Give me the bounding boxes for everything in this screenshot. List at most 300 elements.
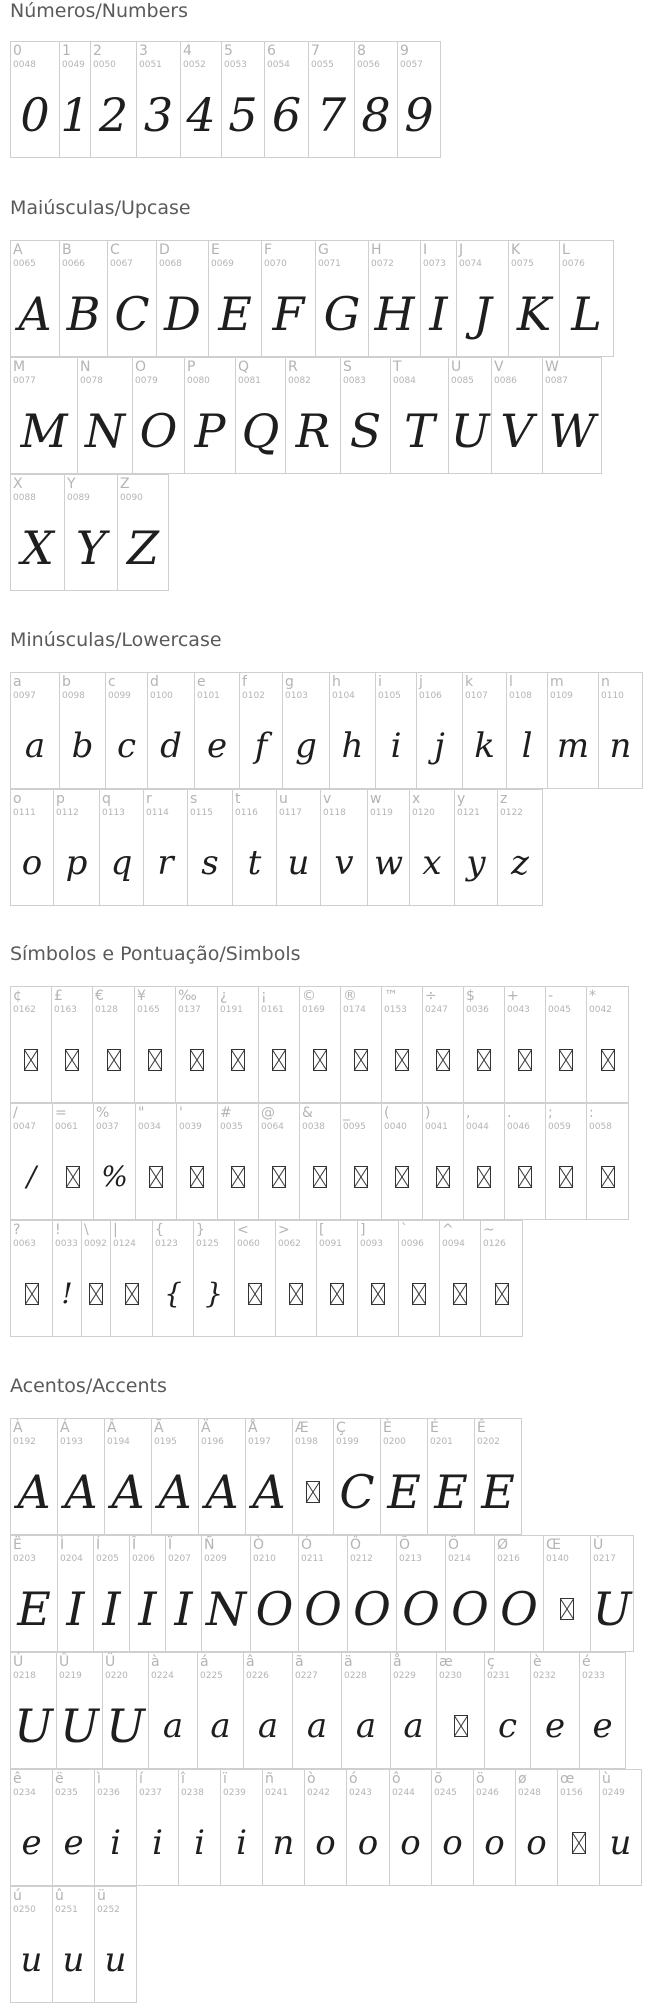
glyph-cell: [390, 1652, 437, 1769]
glyph-code: 0204: [60, 1554, 83, 1564]
missing-glyph-box-icon: [231, 1166, 245, 1188]
glyph-label: ~: [483, 1222, 495, 1238]
glyph-preview: i: [236, 1822, 247, 1863]
glyph-cell: [396, 1535, 446, 1652]
glyph-code: 0124: [113, 1239, 136, 1249]
glyph-cell: [245, 1418, 293, 1535]
glyph-code: 0088: [13, 493, 36, 503]
glyph-preview: x: [422, 842, 442, 883]
glyph-code: 0218: [13, 1671, 36, 1681]
glyph-code: 0071: [318, 259, 341, 269]
glyph-label: à: [151, 1654, 160, 1670]
glyph-cell: [333, 1418, 381, 1535]
glyph-code: 0201: [430, 1437, 453, 1447]
glyph-cell: [208, 240, 262, 357]
glyph-code: 0045: [548, 1005, 571, 1015]
glyph-cell: [586, 1103, 629, 1220]
glyph-label: $: [466, 988, 475, 1004]
glyph-code: 0103: [285, 691, 308, 701]
glyph-cell: [340, 986, 382, 1103]
glyph-label: H: [371, 242, 382, 258]
missing-glyph-box-icon: [24, 1049, 38, 1071]
glyph-preview: o: [315, 1822, 336, 1863]
glyph-cell: [147, 672, 195, 789]
glyph-label: x: [412, 791, 421, 807]
glyph-code: 0111: [13, 808, 36, 818]
missing-glyph-icon: [440, 1255, 480, 1332]
glyph-cell: [156, 240, 209, 357]
missing-glyph-box-icon: [148, 1049, 162, 1071]
glyph-label: 2: [93, 43, 102, 59]
glyph-preview: p: [65, 842, 88, 883]
glyph-code: 0230: [439, 1671, 462, 1681]
glyph-cell: [262, 1769, 305, 1886]
glyph-code: 0247: [425, 1005, 448, 1015]
glyph-code: 0119: [370, 808, 393, 818]
glyph-preview: g: [295, 725, 317, 766]
glyph-preview: S: [349, 403, 382, 458]
glyph-code: 0244: [392, 1788, 415, 1798]
glyph-cell: [94, 1886, 137, 2003]
glyph-cell: [77, 357, 133, 474]
glyph-cell: [152, 1220, 194, 1337]
glyph-cell: [504, 1103, 546, 1220]
glyph-label: ÷: [425, 988, 437, 1004]
glyph-label: 4: [183, 43, 192, 59]
missing-glyph-icon: [423, 1138, 463, 1215]
missing-glyph-box-icon: [66, 1166, 80, 1188]
glyph-preview: X: [21, 520, 54, 575]
glyph-cell: [409, 789, 455, 906]
glyph-label: d: [150, 674, 159, 690]
glyph-label: I: [423, 242, 428, 258]
glyph-cell: [285, 357, 341, 474]
missing-glyph-box-icon: [354, 1166, 368, 1188]
glyph-grid-row: [10, 357, 601, 474]
glyph-code: 0248: [518, 1788, 541, 1798]
glyph-preview: O: [500, 1581, 538, 1636]
glyph-code: 0203: [13, 1554, 36, 1564]
glyph-preview: {: [164, 1276, 182, 1310]
glyph-preview: 3: [143, 87, 174, 142]
glyph-cell: [129, 1535, 166, 1652]
glyph-preview: z: [511, 842, 529, 883]
glyph-code: 0121: [457, 808, 480, 818]
glyph-preview: o: [484, 1822, 505, 1863]
glyph-label: <: [237, 1222, 249, 1238]
glyph-cell: [357, 1220, 399, 1337]
glyph-cell: [506, 672, 548, 789]
missing-glyph-icon: [558, 1804, 599, 1881]
glyph-label: Ç: [336, 1420, 346, 1436]
glyph-cell: [184, 357, 236, 474]
glyph-grid-row: [10, 986, 628, 1103]
glyph-label: î: [181, 1771, 185, 1787]
glyph-code: 0057: [400, 60, 423, 70]
glyph-cell: [341, 1652, 391, 1769]
glyph-preview: I: [174, 1581, 193, 1636]
glyph-preview: %: [101, 1159, 128, 1193]
missing-glyph-icon: [546, 1021, 586, 1098]
missing-glyph-icon: [11, 1255, 52, 1332]
glyph-label: á: [200, 1654, 209, 1670]
glyph-cell: [243, 1652, 293, 1769]
glyph-cell: [104, 1418, 152, 1535]
glyph-label: 8: [357, 43, 366, 59]
glyph-label: ¿: [220, 988, 228, 1004]
glyph-preview: O: [451, 1581, 489, 1636]
glyph-cell: [367, 789, 410, 906]
glyph-preview: i: [152, 1822, 163, 1863]
missing-glyph-icon: [293, 1453, 333, 1530]
glyph-cell: [598, 672, 643, 789]
glyph-grid-row: [10, 1220, 522, 1337]
glyph-code: 0035: [220, 1122, 243, 1132]
glyph-cell: [258, 986, 300, 1103]
glyph-preview: 8: [361, 87, 391, 142]
glyph-cell: [105, 672, 148, 789]
glyph-preview: e: [21, 1822, 42, 1863]
glyph-cell: [117, 474, 169, 591]
glyph-code: 0034: [138, 1122, 161, 1132]
glyph-cell: [52, 1220, 82, 1337]
glyph-code: 0249: [602, 1788, 625, 1798]
glyph-code: 0163: [54, 1005, 77, 1015]
glyph-label: E: [211, 242, 220, 258]
glyph-code: 0041: [425, 1122, 448, 1132]
missing-glyph-icon: [341, 1021, 381, 1098]
glyph-cell: [180, 41, 222, 158]
glyph-code: 0092: [84, 1239, 107, 1249]
glyph-code: 0051: [139, 60, 162, 70]
glyph-cell: [136, 1769, 179, 1886]
missing-glyph-box-icon: [89, 1283, 103, 1305]
glyph-label: /: [13, 1105, 18, 1121]
glyph-label: =: [55, 1105, 67, 1121]
glyph-preview: u: [609, 1822, 632, 1863]
glyph-cell: [94, 1769, 137, 1886]
glyph-preview: o: [357, 1822, 379, 1863]
glyph-label: 6: [267, 43, 276, 59]
glyph-label: b: [62, 674, 71, 690]
glyph-cell: [258, 1103, 300, 1220]
glyph-grid-row: [10, 1535, 633, 1652]
glyph-label: v: [323, 791, 332, 807]
glyph-label: ¡: [261, 988, 267, 1004]
glyph-code: 0104: [332, 691, 355, 701]
missing-glyph-box-icon: [190, 1166, 204, 1188]
glyph-code: 0073: [423, 259, 446, 269]
glyph-code: 0061: [55, 1122, 78, 1132]
glyph-preview: A: [252, 1464, 286, 1519]
missing-glyph-box-icon: [65, 1049, 79, 1071]
glyph-code: 0211: [301, 1554, 324, 1564]
missing-glyph-box-icon: [559, 1049, 573, 1071]
glyph-code: 0193: [60, 1437, 83, 1447]
missing-glyph-icon: [481, 1255, 522, 1332]
glyph-preview: U: [106, 1698, 145, 1753]
glyph-code: 0102: [242, 691, 265, 701]
glyph-code: 0094: [442, 1239, 465, 1249]
glyph-code: 0116: [235, 808, 258, 818]
glyph-code: 0233: [582, 1671, 605, 1681]
glyph-preview: k: [474, 725, 495, 766]
glyph-preview: A: [158, 1464, 192, 1519]
glyph-cell: [51, 986, 93, 1103]
glyph-code: 0120: [412, 808, 435, 818]
glyph-label: +: [507, 988, 519, 1004]
glyph-cell: [463, 1103, 505, 1220]
missing-glyph-icon: [218, 1021, 258, 1098]
missing-glyph-icon: [11, 1021, 51, 1098]
glyph-cell: [197, 1652, 244, 1769]
glyph-code: 0236: [97, 1788, 120, 1798]
glyph-code: 0137: [178, 1005, 201, 1015]
glyph-cell: [220, 1769, 263, 1886]
glyph-label: ): [425, 1105, 431, 1121]
glyph-label: u: [279, 791, 288, 807]
glyph-preview: s: [201, 842, 219, 883]
glyph-preview: G: [323, 286, 361, 341]
missing-glyph-box-icon: [231, 1049, 245, 1071]
glyph-label: n: [601, 674, 610, 690]
glyph-preview: v: [334, 842, 354, 883]
missing-glyph-icon: [135, 1021, 175, 1098]
glyph-code: 0235: [55, 1788, 78, 1798]
glyph-cell: [10, 474, 65, 591]
glyph-label: _: [343, 1105, 350, 1121]
glyph-code: 0082: [288, 376, 311, 386]
glyph-preview: N: [205, 1581, 247, 1636]
glyph-code: 0043: [507, 1005, 530, 1015]
glyph-cell: [463, 986, 505, 1103]
glyph-cell: [346, 1769, 390, 1886]
glyph-cell: [292, 1652, 342, 1769]
missing-glyph-box-icon: [412, 1283, 426, 1305]
glyph-label: è: [533, 1654, 542, 1670]
glyph-code: 0214: [448, 1554, 471, 1564]
glyph-label: È: [383, 1420, 392, 1436]
glyph-preview: O: [255, 1581, 294, 1636]
glyph-code: 0048: [13, 60, 36, 70]
glyph-code: 0097: [13, 691, 36, 701]
glyph-label: ‰: [178, 988, 197, 1004]
glyph-preview: 6: [271, 87, 302, 142]
glyph-preview: 9: [404, 87, 434, 142]
glyph-code: 0046: [507, 1122, 530, 1132]
glyph-cell: [422, 1103, 464, 1220]
missing-glyph-box-icon: [454, 1715, 468, 1737]
glyph-label: ô: [392, 1771, 401, 1787]
glyph-preview: 1: [60, 87, 90, 142]
glyph-code: 0062: [278, 1239, 301, 1249]
glyph-code: 0251: [55, 1905, 78, 1915]
glyph-code: 0245: [434, 1788, 457, 1798]
missing-glyph-icon: [136, 1138, 176, 1215]
missing-glyph-icon: [93, 1021, 134, 1098]
glyph-code: 0091: [319, 1239, 342, 1249]
glyph-label: U: [451, 359, 462, 375]
glyph-cell: [375, 672, 417, 789]
glyph-cell: [454, 789, 498, 906]
glyph-code: 0196: [201, 1437, 224, 1447]
glyph-cell: [93, 1103, 136, 1220]
missing-glyph-icon: [544, 1570, 590, 1647]
glyph-cell: [298, 1535, 348, 1652]
glyph-label: ø: [518, 1771, 527, 1787]
glyph-label: 7: [311, 43, 320, 59]
glyph-cell: [427, 1418, 475, 1535]
glyph-code: 0083: [343, 376, 366, 386]
glyph-preview: J: [473, 286, 492, 341]
glyph-preview: a: [403, 1705, 424, 1746]
glyph-cell: [368, 240, 421, 357]
missing-glyph-box-icon: [190, 1049, 204, 1071]
glyph-label: A: [13, 242, 23, 258]
glyph-cell: [175, 986, 218, 1103]
glyph-code: 0072: [371, 259, 394, 269]
glyph-cell: [107, 240, 157, 357]
glyph-cell: [420, 240, 457, 357]
missing-glyph-icon: [382, 1021, 422, 1098]
glyph-code: 0081: [238, 376, 261, 386]
glyph-preview: f: [254, 725, 268, 766]
glyph-label: ä: [344, 1654, 353, 1670]
glyph-cell: [340, 357, 391, 474]
glyph-preview: P: [194, 403, 226, 458]
missing-glyph-box-icon: [330, 1283, 344, 1305]
glyph-code: 0106: [419, 691, 442, 701]
missing-glyph-icon: [176, 1021, 217, 1098]
missing-glyph-box-icon: [272, 1166, 286, 1188]
glyph-cell: [508, 240, 560, 357]
glyph-code: 0206: [132, 1554, 155, 1564]
glyph-label: ™: [384, 988, 398, 1004]
glyph-preview: F: [272, 286, 305, 341]
glyph-preview: A: [111, 1464, 145, 1519]
missing-glyph-box-icon: [395, 1166, 409, 1188]
glyph-cell: [10, 1886, 53, 2003]
glyph-label: q: [102, 791, 111, 807]
glyph-preview: i: [194, 1822, 205, 1863]
glyph-cell: [559, 240, 614, 357]
missing-glyph-box-icon: [371, 1283, 385, 1305]
glyph-code: 0118: [323, 808, 346, 818]
glyph-label: m: [550, 674, 564, 690]
glyph-code: 0074: [459, 259, 482, 269]
glyph-code: 0053: [224, 60, 247, 70]
glyph-cell: [484, 1652, 531, 1769]
missing-glyph-box-icon: [518, 1049, 532, 1071]
glyph-label: Û: [59, 1654, 70, 1670]
glyph-cell: [81, 1220, 111, 1337]
glyph-cell: [542, 357, 602, 474]
glyph-cell: [59, 672, 106, 789]
glyph-label: ": [138, 1105, 145, 1121]
glyph-code: 0049: [62, 60, 85, 70]
glyph-cell: [10, 1769, 53, 1886]
glyph-label: Õ: [399, 1537, 411, 1553]
glyph-grid-row: [10, 1769, 641, 1886]
glyph-label: å: [393, 1654, 402, 1670]
glyph-cell: [445, 1535, 495, 1652]
glyph-code: 0125: [196, 1239, 219, 1249]
glyph-code: 0197: [248, 1437, 271, 1447]
glyph-label: ë: [55, 1771, 64, 1787]
glyph-cell: [282, 672, 330, 789]
glyph-preview: e: [592, 1705, 613, 1746]
glyph-label: X: [13, 476, 23, 492]
glyph-cell: [474, 1418, 522, 1535]
glyph-code: 0077: [13, 376, 36, 386]
glyph-preview: o: [442, 1822, 463, 1863]
glyph-preview: A: [64, 1464, 98, 1519]
glyph-label: C: [110, 242, 120, 258]
glyph-label: j: [419, 674, 423, 690]
glyph-cell: [299, 986, 341, 1103]
glyph-label: L: [562, 242, 570, 258]
glyph-preview: 7: [316, 87, 347, 142]
glyph-preview: n: [609, 725, 632, 766]
glyph-grid-row: [10, 672, 642, 789]
glyph-cell: [439, 1220, 481, 1337]
glyph-preview: O: [353, 1581, 391, 1636]
glyph-preview: d: [160, 725, 182, 766]
glyph-label: Î: [132, 1537, 137, 1553]
glyph-label: ö: [476, 1771, 485, 1787]
glyph-preview: A: [17, 1464, 51, 1519]
glyph-code: 0224: [151, 1671, 174, 1681]
missing-glyph-icon: [276, 1255, 316, 1332]
glyph-preview: e: [63, 1822, 84, 1863]
glyph-label: R: [288, 359, 298, 375]
glyph-label: Æ: [295, 1420, 309, 1436]
glyph-code: 0060: [237, 1239, 260, 1249]
glyph-label: æ: [439, 1654, 453, 1670]
glyph-cell: [10, 1220, 53, 1337]
glyph-cell: [148, 1652, 198, 1769]
glyph-code: 0128: [95, 1005, 118, 1015]
glyph-cell: [397, 41, 441, 158]
glyph-preview: q: [110, 842, 133, 883]
glyph-cell: [235, 357, 286, 474]
glyph-cell: [57, 1418, 105, 1535]
glyph-label: ©: [302, 988, 316, 1004]
glyph-preview: i: [110, 1822, 121, 1863]
glyph-label: ã: [295, 1654, 304, 1670]
glyph-code: 0114: [146, 808, 169, 818]
glyph-code: 0225: [200, 1671, 223, 1681]
glyph-cell: [456, 240, 509, 357]
glyph-label: [: [319, 1222, 325, 1238]
glyph-preview: U: [592, 1581, 632, 1636]
glyph-preview: 0: [20, 87, 50, 142]
glyph-cell: [275, 1220, 317, 1337]
glyph-code: 0169: [302, 1005, 325, 1015]
glyph-preview: o: [21, 842, 43, 883]
glyph-preview: u: [104, 1939, 127, 1980]
glyph-preview: Y: [75, 520, 107, 575]
glyph-grid-row: [10, 240, 613, 357]
glyph-cell: [217, 986, 259, 1103]
glyph-preview: 5: [228, 87, 258, 142]
glyph-label: .: [507, 1105, 512, 1121]
glyph-label: ü: [97, 1888, 106, 1904]
glyph-code: 0242: [307, 1788, 330, 1798]
glyph-cell: [217, 1103, 259, 1220]
glyph-label: 1: [62, 43, 71, 59]
glyph-code: 0140: [546, 1554, 569, 1564]
